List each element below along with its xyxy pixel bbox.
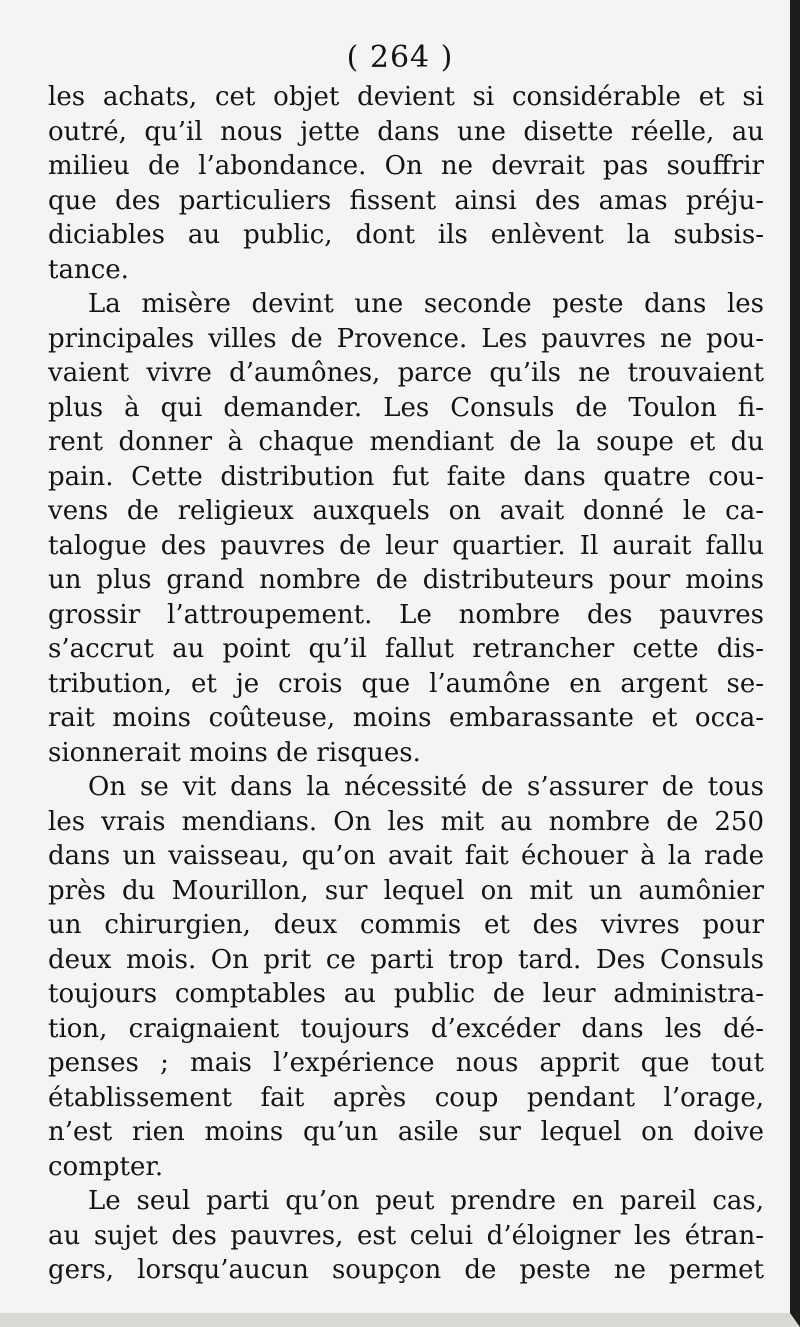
text-line: les vrais mendians. On les mit au nombre de 250 bbox=[48, 806, 764, 837]
text-line: penses ; mais l’expérience nous apprit que tout bbox=[48, 1048, 764, 1078]
text-line: toujours comptables au public de leur administra- bbox=[48, 979, 764, 1009]
text-line: milieu de l’abondance. On ne devrait pas souffrir bbox=[48, 151, 764, 181]
text-line: les achats, cet objet devient si considérable et si bbox=[48, 82, 764, 112]
text-line: principales villes de Provence. Les pauvres ne pou- bbox=[48, 323, 764, 354]
text-line: pain. Cette distribution fut faite dans quatre cou- bbox=[48, 461, 764, 492]
text-line: gers, lorsqu’aucun soupçon de peste ne permet bbox=[48, 1255, 764, 1285]
text-line: vens de religieux auxquels on avait donné le ca- bbox=[48, 496, 764, 526]
text-line: La misère devint une seconde peste dans les bbox=[88, 289, 764, 319]
text-line: On se vit dans la nécessité de s’assurer de tous bbox=[88, 772, 764, 802]
text-line: compter. bbox=[48, 1151, 164, 1182]
text-line: rent donner à chaque mendiant de la soupe et du bbox=[48, 427, 764, 457]
text-line: rait moins coûteuse, moins embarassante et occa- bbox=[48, 703, 764, 733]
text-line: sionnerait moins de risques. bbox=[48, 737, 421, 768]
text-line: au sujet des pauvres, est celui d’éloigner les étran- bbox=[48, 1220, 764, 1251]
text-line: plus à qui demander. Les Consuls de Toulon fi- bbox=[48, 392, 764, 423]
text-line: talogue des pauvres de leur quartier. Il aurait fallu bbox=[48, 530, 764, 561]
text-line: diciables au public, dont ils enlèvent la subsis- bbox=[48, 220, 764, 250]
text-line: grossir l’attroupement. Le nombre des pauvres bbox=[48, 599, 764, 630]
body-text bbox=[48, 80, 764, 1288]
paragraph bbox=[48, 287, 764, 770]
text-line: un plus grand nombre de distributeurs pour moins bbox=[48, 565, 764, 595]
page-number: ( 264 ) bbox=[346, 40, 454, 75]
text-line: s’accrut au point qu’il fallut retrancher cette dis- bbox=[48, 634, 764, 664]
text-line: Le seul parti qu’on peut prendre en pareil cas, bbox=[88, 1186, 764, 1216]
text-line: que des particuliers fissent ainsi des amas préju- bbox=[48, 185, 764, 216]
text-line: dans un vaisseau, qu’on avait fait échouer à la rade bbox=[48, 841, 764, 871]
text-line: vaient vivre d’aumônes, parce qu’ils ne trouvaient bbox=[48, 358, 764, 388]
text-line: établissement fait après coup pendant l’orage, bbox=[48, 1082, 764, 1113]
text-line: tance. bbox=[48, 254, 129, 285]
text-line: tribution, et je crois que l’aumône en argent se- bbox=[48, 668, 764, 699]
paragraph bbox=[48, 80, 764, 287]
text-line: outré, qu’il nous jette dans une disette réelle, au bbox=[48, 116, 764, 147]
text-line: près du Mourillon, sur lequel on mit un aumônier bbox=[48, 875, 764, 906]
text-line: deux mois. On prit ce parti trop tard. Des Consuls bbox=[48, 944, 764, 975]
paragraph bbox=[48, 1184, 764, 1288]
text-line: n’est rien moins qu’un asile sur lequel on doive bbox=[48, 1117, 764, 1147]
text-line: un chirurgien, deux commis et des vivres pour bbox=[48, 910, 764, 940]
paragraph bbox=[48, 770, 764, 1184]
text-line: tion, craignaient toujours d’excéder dans les dé- bbox=[48, 1013, 764, 1044]
